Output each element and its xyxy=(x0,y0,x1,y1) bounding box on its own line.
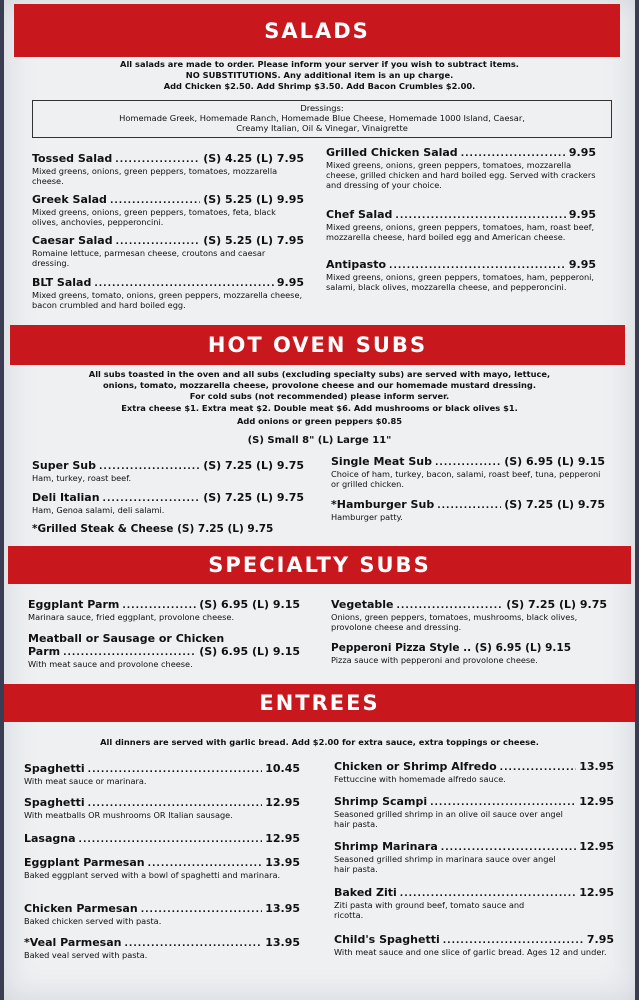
menu-item xyxy=(32,234,304,268)
item-price: 13.95 xyxy=(265,902,300,915)
menu-item xyxy=(28,632,300,669)
item-price: (S) 6.95 (L) 9.15 xyxy=(199,645,300,658)
menu-item xyxy=(24,762,300,786)
item-price: (S) 7.25 (L) 9.75 xyxy=(506,598,607,611)
item-name: Pepperoni Pizza Style .. xyxy=(331,642,472,654)
item-name: Child's Spaghetti xyxy=(334,933,440,946)
menu-item xyxy=(334,933,614,957)
hot-subs-banner xyxy=(10,325,625,365)
hot-subs-note-4: Extra cheese $1. Extra meat $2. Double meat $6. Add mushrooms or black olives $1. xyxy=(121,403,518,413)
menu-item xyxy=(331,455,605,489)
item-description: Fettuccine with homemade alfredo sauce. xyxy=(334,774,506,784)
menu-item xyxy=(326,258,596,292)
item-description: Romaine lettuce, parmesan cheese, croutons and caesar dressing. xyxy=(32,248,266,268)
menu-item xyxy=(28,598,300,622)
menu-item xyxy=(32,459,304,483)
item-price: 13.95 xyxy=(265,936,300,949)
item-description: Baked chicken served with pasta. xyxy=(24,916,162,926)
menu-item xyxy=(32,193,304,227)
item-description: Ham, turkey, roast beef. xyxy=(32,473,132,483)
item-description: With meat sauce or marinara. xyxy=(24,776,147,786)
hot-subs-title: HOT OVEN SUBS xyxy=(207,333,428,357)
menu-item xyxy=(24,796,300,820)
item-name: Antipasto xyxy=(326,258,387,271)
item-price: (S) 7.25 (L) 9.75 xyxy=(203,491,304,504)
salads-note-3: Add Chicken $2.50. Add Shrimp $3.50. Add Bacon Crumbles $2.00. xyxy=(163,81,476,91)
menu-item xyxy=(334,840,614,874)
item-name: Parm xyxy=(28,645,61,658)
item-description: Mixed greens, onions, green peppers, tomatoes, ham, pepperoni, salami, black olives, mozzarella cheese, and pepperoncini. xyxy=(326,272,595,292)
specialty-subs-title: SPECIALTY SUBS xyxy=(208,553,431,577)
item-description: Onions, green peppers, tomatoes, mushrooms, black olives, provolone cheese and dressing. xyxy=(331,612,578,632)
item-name: Lasagna xyxy=(24,832,76,845)
item-description: Ham, Genoa salami, deli salami. xyxy=(32,505,165,515)
item-price: 12.95 xyxy=(265,796,300,809)
item-name-line-1: Meatball or Sausage or Chicken xyxy=(28,632,225,645)
specialty-subs-banner xyxy=(8,546,631,584)
hot-subs-note-1: All subs toasted in the oven and all subs (excluding specialty subs) are served with mayo, lettuce, xyxy=(88,369,551,379)
menu-page xyxy=(4,0,635,1000)
menu-item xyxy=(24,936,300,960)
item-description: Baked veal served with pasta. xyxy=(24,950,148,960)
item-description: Ziti pasta with ground beef, tomato sauce and ricotta. xyxy=(334,900,525,920)
item-price: (S) 6.95 (L) 9.15 xyxy=(474,642,572,654)
item-description: Mixed greens, tomato, onions, green peppers, mozzarella cheese, bacon crumbled and hard boiled egg. xyxy=(32,290,303,310)
menu-item xyxy=(331,598,607,632)
salads-title: SALADS xyxy=(264,18,370,43)
dressings-line-1: Homemade Greek, Homemade Ranch, Homemade Blue Cheese, Homemade 1000 Island, Caesar, xyxy=(119,113,525,123)
entrees-note: All dinners are served with garlic bread. Add $2.00 for extra sauce, extra toppings or cheese. xyxy=(100,737,539,747)
item-description: With meatballs OR mushrooms OR Italian sausage. xyxy=(24,810,233,820)
item-description: Baked eggplant served with a bowl of spaghetti and marinara. xyxy=(24,870,281,880)
menu-item xyxy=(24,832,300,845)
dressings-line-2: Creamy Italian, Oil & Vinegar, Vinaigrette xyxy=(236,123,408,133)
item-description: Hamburger patty. xyxy=(331,512,403,522)
item-name: Greek Salad xyxy=(32,193,107,206)
item-name: BLT Salad xyxy=(32,276,92,289)
item-name: Grilled Chicken Salad xyxy=(326,146,458,159)
item-description: Mixed greens, onions, green peppers, tomatoes, ham, roast beef, mozzarella cheese, hard boiled egg and American cheese. xyxy=(326,222,595,242)
item-price: (S) 4.25 (L) 7.95 xyxy=(203,152,304,165)
item-name: Baked Ziti xyxy=(334,886,397,899)
salads-banner xyxy=(14,4,620,57)
item-description: Mixed greens, onions, green peppers, tomatoes, feta, black olives, anchovies, pepperoncini. xyxy=(32,207,276,227)
menu-item xyxy=(32,152,304,186)
item-name: Eggplant Parmesan xyxy=(24,856,145,869)
item-price: (S) 7.25 (L) 9.75 xyxy=(203,459,304,472)
item-name: Tossed Salad xyxy=(32,152,113,165)
item-price: 7.95 xyxy=(586,933,614,946)
item-name: *Grilled Steak & Cheese xyxy=(32,523,174,535)
item-price: (S) 6.95 (L) 9.15 xyxy=(199,598,300,611)
salads-note-1: All salads are made to order. Please inform your server if you wish to subtract items. xyxy=(120,59,519,69)
item-price: (S) 7.25 (L) 9.75 xyxy=(177,523,274,535)
item-price: (S) 7.25 (L) 9.75 xyxy=(504,498,605,511)
item-name: Single Meat Sub xyxy=(331,455,433,468)
menu-item xyxy=(334,760,614,784)
item-name: Super Sub xyxy=(32,459,96,472)
item-description: With meat sauce and one slice of garlic bread. Ages 12 and under. xyxy=(334,947,607,957)
entrees-title: ENTREES xyxy=(259,691,380,715)
hot-subs-note-5: Add onions or green peppers $0.85 xyxy=(236,416,403,426)
item-description: With meat sauce and provolone cheese. xyxy=(28,659,193,669)
item-price: 9.95 xyxy=(568,258,596,271)
item-name: Spaghetti xyxy=(24,796,85,809)
item-description: Mixed greens, onions, green peppers, tomatoes, mozzarella cheese, grilled chicken and hard boiled egg. Served with crackers and dressing of your choice. xyxy=(326,160,596,190)
item-price: 9.95 xyxy=(568,208,596,221)
hot-subs-note-3: For cold subs (not recommended) please inform server. xyxy=(189,391,450,401)
item-price: 9.95 xyxy=(276,276,304,289)
item-price: 12.95 xyxy=(579,795,614,808)
item-price: 12.95 xyxy=(265,832,300,845)
item-price: 10.45 xyxy=(265,762,300,775)
item-price: 12.95 xyxy=(579,840,614,853)
item-description: Mixed greens, onions, green peppers, tomatoes, mozzarella cheese. xyxy=(32,166,278,186)
menu-item xyxy=(326,208,596,242)
item-price: (S) 5.25 (L) 9.95 xyxy=(203,193,304,206)
item-name: Eggplant Parm xyxy=(28,598,120,611)
item-price: 9.95 xyxy=(568,146,596,159)
item-description: Choice of ham, turkey, bacon, salami, roast beef, tuna, pepperoni or grilled chicken. xyxy=(331,469,601,489)
menu-item xyxy=(32,276,304,310)
item-name: Chicken or Shrimp Alfredo xyxy=(334,760,497,773)
item-name: *Veal Parmesan xyxy=(24,936,122,949)
dressings-box xyxy=(32,100,612,138)
menu-item xyxy=(331,642,607,665)
item-name: Chicken Parmesan xyxy=(24,902,138,915)
item-description: Seasoned grilled shrimp in an olive oil sauce over angel hair pasta. xyxy=(334,809,563,829)
item-name: Vegetable xyxy=(331,598,394,611)
item-price: (S) 5.25 (L) 7.95 xyxy=(203,234,304,247)
item-name: *Hamburger Sub xyxy=(331,498,435,511)
menu-item xyxy=(331,498,605,522)
item-description: Seasoned grilled shrimp in marinara sauce over angel hair pasta. xyxy=(334,854,556,874)
menu-item xyxy=(24,856,300,880)
menu-item xyxy=(32,491,304,515)
item-name: Caesar Salad xyxy=(32,234,113,247)
item-price: 13.95 xyxy=(579,760,614,773)
item-price: 12.95 xyxy=(579,886,614,899)
menu-item xyxy=(334,795,614,829)
hot-subs-note-2: onions, tomato, mozzarella cheese, provolone cheese and our homemade mustard dressing. xyxy=(102,380,537,390)
item-description: Pizza sauce with pepperoni and provolone cheese. xyxy=(331,655,538,665)
item-name: Shrimp Marinara xyxy=(334,840,438,853)
item-price: (S) 6.95 (L) 9.15 xyxy=(504,455,605,468)
menu-item xyxy=(24,902,300,926)
item-name: Chef Salad xyxy=(326,208,393,221)
menu-item xyxy=(32,523,304,535)
dressings-title: Dressings: xyxy=(300,103,344,113)
item-name: Shrimp Scampi xyxy=(334,795,428,808)
menu-item xyxy=(334,886,614,920)
item-name: Deli Italian xyxy=(32,491,100,504)
item-price: 13.95 xyxy=(265,856,300,869)
entrees-banner xyxy=(4,684,635,722)
salads-note-2: NO SUBSTITUTIONS. Any additional item is an up charge. xyxy=(185,70,454,80)
item-description: Marinara sauce, fried eggplant, provolone cheese. xyxy=(28,612,235,622)
sub-sizes: (S) Small 8" (L) Large 11" xyxy=(247,435,392,446)
item-name: Spaghetti xyxy=(24,762,85,775)
menu-item xyxy=(326,146,596,190)
